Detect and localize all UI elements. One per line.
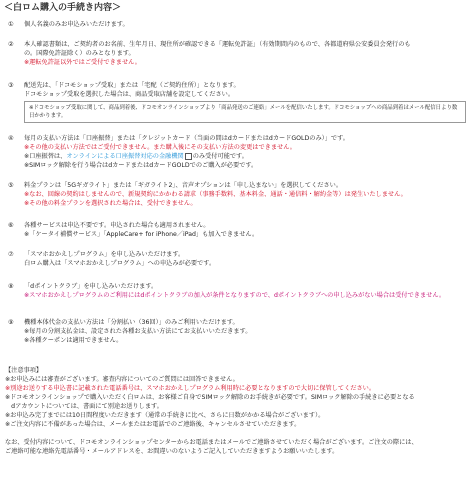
item-number: ⑤ (8, 182, 14, 189)
item-line: 機種本体代金の支払い方法は「分割払い（36回）」のみご利用いただけます。 (24, 319, 239, 326)
item-line: 各種サービスは申込不要です。申込された場合も適用されません。 (24, 222, 210, 229)
note-line: ※お申込みには審査がございます。審査内容についてのご質問には回答できません。 (5, 376, 239, 383)
item-line: 「dポイントクラブ」を申し込みいただけます。 (24, 283, 158, 290)
note-line: dアカウントについては、書面にて別途お送りします。 (5, 403, 163, 410)
item-line: 個人名義のみお申込みいただけます。 (24, 21, 129, 28)
item-number: ① (8, 21, 14, 28)
item-line: ※スマホおかえしプログラムのご利用にはdポイントクラブの加入が条件となりますので、dポイントクラブへの申し込みがない場合は受付できません。 (24, 292, 446, 299)
line-text: ※口座振替は、 (24, 153, 67, 160)
item-line: 料金プランは「5Gギガライト」または「ギガライト2」、音声オプションは「申し込まない」を選択してください。 (24, 182, 343, 189)
procedure-item (8, 282, 468, 300)
procedure-item (8, 318, 468, 345)
item-line: ※各種クーポンは適用できません。 (24, 337, 123, 344)
item-line: ※なお、回線の契約はしませんので、新規契約にかかわる請求（事務手数料、基本料金、通話・通信料・解約金等）は発生いたしません。 (24, 191, 407, 198)
item-line: 本人確認書類は、ご契約者のお名前、生年月日、現住所が確認できる「運転免許証」（有効期間内のもので、各都道府県公安委員会発行のも (24, 41, 411, 48)
procedure-item (8, 181, 468, 208)
item-line: 白ロム購入は「スマホおかえしプログラム」への申込みが必要です。 (24, 260, 216, 267)
item-line: ※その他の料金プランを選択された場合は、受付できません。 (24, 200, 197, 207)
item-number: ⑥ (8, 222, 14, 229)
procedure-item (8, 250, 468, 268)
item-number: ⑧ (8, 283, 14, 290)
note-line: ※ドコモオンラインショップで購入いただく白ロムは、お客様ご自身でSIMロック解除のお手続きが必要です。SIMロック解除の手続きに必要となる (5, 394, 415, 401)
item-number: ② (8, 41, 14, 48)
item-line: ※運転免許証以外ではご受付できません。 (24, 59, 141, 66)
procedure-item (8, 221, 468, 239)
item-number: ③ (8, 82, 14, 89)
procedure-item (8, 81, 468, 123)
item-number: ⑨ (8, 319, 14, 326)
item-line: ドコモショップ受取を選択した場合は、商品受取店舗を設定してください。 (24, 91, 235, 98)
bank-list-link[interactable]: オンラインによる口座振替対応の金融機関 (66, 153, 184, 160)
item-line: ※「ケータイ補償サービス」「AppleCare+ for iPhone／iPad」も加入できません。 (24, 231, 259, 238)
item-number: ④ (8, 135, 14, 142)
note-line: ※お申込み完了までには10日間程度いただきます（通常の手続きに比べ、さらに日数がかかる場合がございます）。 (5, 412, 325, 419)
footer-line-1: なお、受付内容について、ドコモオンラインショップセンターからお電話またはメールでご連絡させていただく場合がございます。ご注文の際には、 (5, 439, 418, 446)
item-line (24, 152, 468, 161)
item-line: 「スマホおかえしプログラム」を申し込みいただけます。 (24, 251, 185, 258)
item-line: の。国際免許証除く）のみとなります。 (24, 50, 135, 57)
procedure-item (8, 40, 468, 67)
item-line: ※SIMロック解除を行う場合はdカードまたはdカードGOLDでのご購入が必要です。 (24, 162, 258, 169)
procedure-item (8, 20, 468, 29)
notes-heading: 【注意事項】 (5, 367, 43, 374)
pickup-notice-box: ※ドコモショップ受取に関して、商品到着後、ドコモオンラインショップより「商品発送のご連絡」メールを配信いたします。ドコモショップへの商品到着はメール配信日より数日かかります。 (24, 101, 466, 123)
note-line: ※別途お送りする申込書に記載された電話番号は、スマホおかえしプログラム利用時に必要となりますので大切に保管してください。 (5, 385, 376, 392)
note-line: ※ご注文内容に不備があった場合は、メールまたはお電話でのご連絡後、キャンセルさせていただきます。 (5, 421, 301, 428)
item-line: ※その他の支払い方法ではご受付できません。また購入後にその支払い方法の変更はできません。 (24, 144, 296, 151)
notes-section (5, 366, 469, 456)
item-line: 配送先は、「ドコモショップ受取」または「宅配（ご契約住所）」となります。 (24, 82, 240, 89)
item-line: 毎月の支払い方法は「口座振替」または「クレジットカード（当面の間はdカードまたはdカードGOLDのみ）」です。 (24, 135, 349, 142)
page-title: ＜白ロム購入の手続き内容＞ (4, 3, 122, 13)
footer-line-2: ご連絡可能な連絡先電話番号・メールアドレスを、お間違いのないようご記入していただきますようお願いいたします。 (5, 448, 339, 455)
item-line: ※毎月の分割支払金は、設定された各種お支払い方法にてお支払いいただきます。 (24, 328, 252, 335)
procedure-item (8, 134, 468, 170)
external-link-icon[interactable] (185, 153, 192, 160)
line-text: のみ受付可能です。 (192, 153, 248, 160)
item-number: ⑦ (8, 251, 14, 258)
